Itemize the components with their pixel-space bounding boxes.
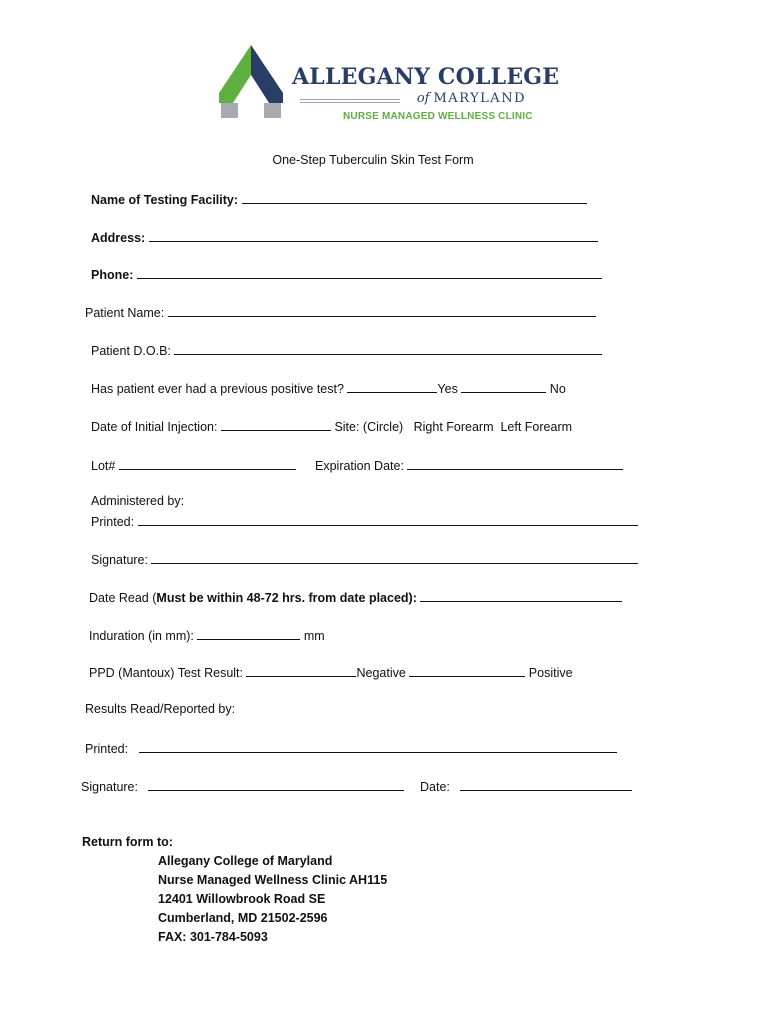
administered-by-label: Administered by: bbox=[91, 494, 185, 508]
printed2-label: Printed: bbox=[85, 742, 129, 756]
return-line: FAX: 301-784-5093 bbox=[158, 930, 268, 944]
printed-row bbox=[91, 513, 638, 529]
phone-label: Phone: bbox=[91, 268, 134, 282]
lot-field[interactable] bbox=[119, 457, 296, 470]
facility-row bbox=[91, 191, 587, 207]
facility-field[interactable] bbox=[242, 191, 587, 204]
expiration-label: Expiration Date: bbox=[315, 459, 404, 473]
printed-field[interactable] bbox=[138, 513, 638, 526]
yes-field[interactable] bbox=[347, 380, 437, 393]
dob-field[interactable] bbox=[174, 342, 602, 355]
return-line: Allegany College of Maryland bbox=[158, 854, 333, 868]
printed-label: Printed: bbox=[91, 515, 135, 529]
induration-field[interactable] bbox=[197, 627, 300, 640]
return-line: Nurse Managed Wellness Clinic AH115 bbox=[158, 873, 388, 887]
site-label: Site: (Circle) bbox=[334, 420, 404, 434]
patient-name-field[interactable] bbox=[168, 304, 596, 317]
address-label: Address: bbox=[91, 231, 146, 245]
signature2-row bbox=[81, 778, 404, 794]
patient-name-label: Patient Name: bbox=[85, 306, 165, 320]
negative-field[interactable] bbox=[246, 664, 356, 677]
results-read-label: Results Read/Reported by: bbox=[85, 702, 236, 716]
logo-of: of bbox=[416, 91, 430, 106]
printed2-field[interactable] bbox=[139, 740, 617, 753]
positive-field[interactable] bbox=[409, 664, 525, 677]
dob-label: Patient D.O.B: bbox=[91, 344, 171, 358]
dob-row bbox=[91, 342, 602, 358]
signature2-field[interactable] bbox=[148, 778, 404, 791]
induration-label: Induration (in mm): bbox=[89, 629, 194, 643]
patient-name-row bbox=[85, 304, 596, 320]
expiration-field[interactable] bbox=[407, 457, 623, 470]
facility-label: Name of Testing Facility: bbox=[91, 193, 239, 207]
initial-injection-field[interactable] bbox=[221, 418, 331, 431]
previous-positive-question: Has patient ever had a previous positive test? bbox=[91, 382, 344, 396]
positive-label: Positive bbox=[528, 666, 573, 680]
logo-college-name: ALLEGANY COLLEGE bbox=[292, 64, 560, 90]
printed2-row bbox=[85, 740, 617, 756]
college-logo-mark bbox=[219, 45, 283, 119]
yes-label: Yes bbox=[437, 382, 458, 396]
logo-clinic-name: NURSE MANAGED WELLNESS CLINIC bbox=[343, 111, 533, 122]
date-read-field[interactable] bbox=[420, 589, 622, 602]
address-row bbox=[91, 229, 598, 245]
logo-subtitle bbox=[300, 91, 526, 107]
signature-field[interactable] bbox=[151, 551, 638, 564]
induration-row bbox=[89, 627, 325, 643]
signature-label: Signature: bbox=[91, 553, 148, 567]
lot-label: Lot# bbox=[91, 459, 116, 473]
right-forearm-option[interactable]: Right Forearm bbox=[413, 420, 494, 434]
date-read-note: Must be within 48-72 hrs. from date placed): bbox=[156, 591, 417, 605]
return-line: Cumberland, MD 21502-2596 bbox=[158, 911, 328, 925]
date-read-label: Date Read ( bbox=[89, 591, 157, 605]
ppd-label: PPD (Mantoux) Test Result: bbox=[89, 666, 243, 680]
date-label: Date: bbox=[420, 780, 450, 794]
address-field[interactable] bbox=[149, 229, 598, 242]
phone-row bbox=[91, 266, 602, 282]
lot-row bbox=[91, 457, 296, 473]
previous-positive-row bbox=[91, 380, 566, 396]
phone-field[interactable] bbox=[137, 266, 602, 279]
negative-label: Negative bbox=[356, 666, 406, 680]
return-line: 12401 Willowbrook Road SE bbox=[158, 892, 326, 906]
return-heading: Return form to: bbox=[82, 835, 173, 849]
logo-state: MARYLAND bbox=[433, 91, 526, 106]
date-field[interactable] bbox=[460, 778, 632, 791]
date-row bbox=[420, 778, 632, 794]
form-title: One-Step Tuberculin Skin Test Form bbox=[272, 153, 474, 167]
date-read-row bbox=[89, 589, 622, 605]
initial-injection-label: Date of Initial Injection: bbox=[91, 420, 218, 434]
signature-row bbox=[91, 551, 638, 567]
initial-injection-row bbox=[91, 418, 572, 434]
ppd-row bbox=[89, 664, 573, 680]
mm-label: mm bbox=[303, 629, 325, 643]
no-field[interactable] bbox=[461, 380, 546, 393]
signature2-label: Signature: bbox=[81, 780, 138, 794]
left-forearm-option[interactable]: Left Forearm bbox=[500, 420, 573, 434]
return-address-block bbox=[82, 833, 387, 947]
expiration-row bbox=[315, 457, 623, 473]
no-label: No bbox=[549, 382, 566, 396]
